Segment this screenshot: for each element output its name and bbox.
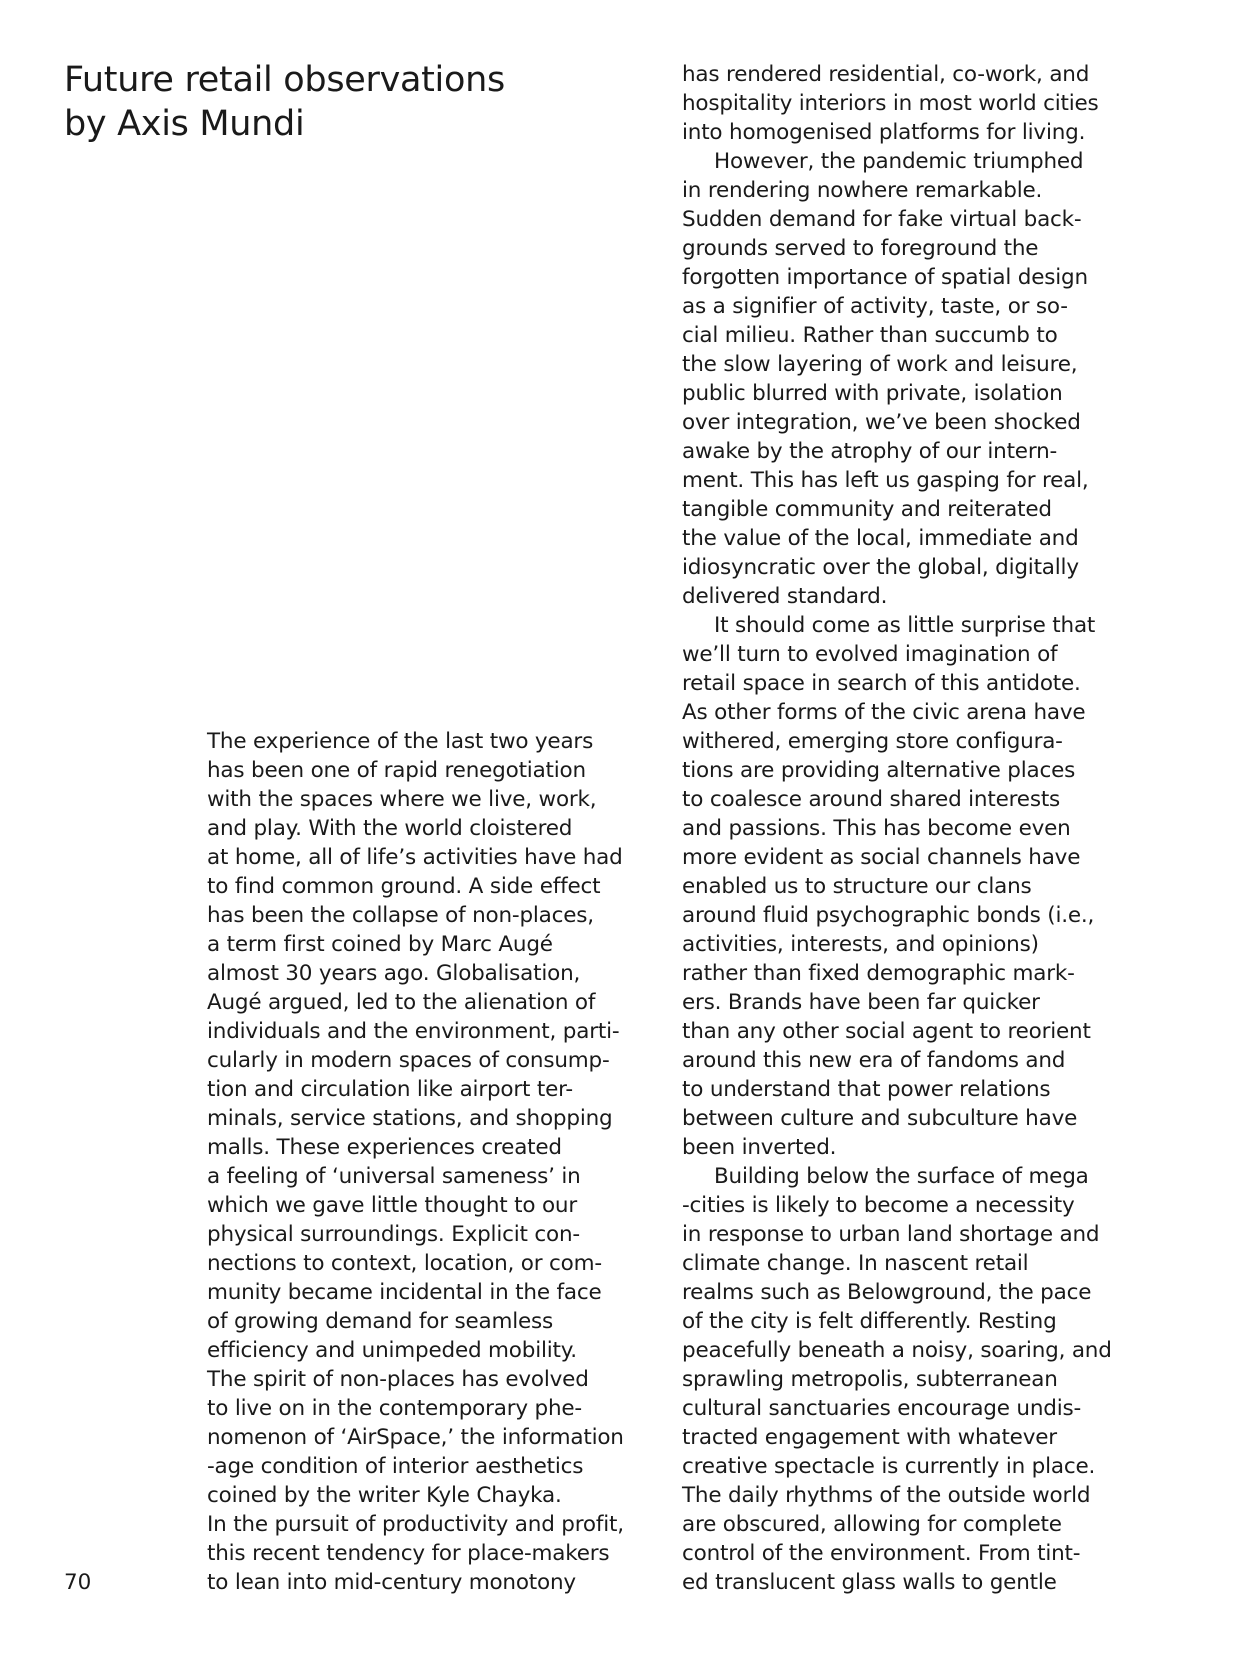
text-line: a feeling of ‘universal sameness’ in	[207, 1164, 581, 1189]
text-line: As other forms of the civic arena have	[682, 700, 1086, 725]
text-line: almost 30 years ago. Globalisation,	[207, 961, 581, 986]
text-line: awake by the atrophy of our intern-	[682, 439, 1058, 464]
text-line: idiosyncratic over the global, digitally	[682, 555, 1079, 580]
text-line: than any other social agent to reorient	[682, 1019, 1091, 1044]
text-line: this recent tendency for place-makers	[207, 1541, 610, 1566]
text-line: Augé argued, led to the alienation of	[207, 990, 596, 1015]
text-line: It should come as little surprise that	[714, 613, 1096, 638]
text-line: realms such as Belowground, the pace	[682, 1280, 1092, 1305]
text-line: tracted engagement with whatever	[682, 1425, 1057, 1450]
text-line: ment. This has left us gasping for real,	[682, 468, 1089, 493]
text-line: has been one of rapid renegotiation	[207, 758, 586, 783]
text-line: to coalesce around shared interests	[682, 787, 1061, 812]
text-line: tangible community and reiterated	[682, 497, 1052, 522]
text-line: sprawling metropolis, subterranean	[682, 1367, 1058, 1392]
article-title	[64, 58, 584, 146]
text-line: -cities is likely to become a necessity	[682, 1193, 1075, 1218]
text-line: Building below the surface of mega	[714, 1164, 1089, 1189]
text-line: been inverted.	[682, 1135, 837, 1160]
text-line: Sudden demand for fake virtual back-	[682, 207, 1082, 232]
title-line: by Axis Mundi	[64, 104, 305, 144]
text-line: However, the pandemic triumphed	[714, 149, 1084, 174]
text-line: we’ll turn to evolved imagination of	[682, 642, 1058, 667]
text-line: around this new era of fandoms and	[682, 1048, 1066, 1073]
text-line: rather than fixed demographic mark-	[682, 961, 1075, 986]
text-line: to understand that power relations	[682, 1077, 1051, 1102]
text-line: are obscured, allowing for complete	[682, 1512, 1062, 1537]
text-line: control of the environment. From tint-	[682, 1541, 1081, 1566]
text-line: withered, emerging store configura-	[682, 729, 1063, 754]
text-line: as a signifier of activity, taste, or so-	[682, 294, 1068, 319]
text-line: In the pursuit of productivity and profit,	[207, 1512, 624, 1537]
text-line: in response to urban land shortage and	[682, 1222, 1100, 1247]
text-line: coined by the writer Kyle Chayka.	[207, 1483, 562, 1508]
text-line: munity became incidental in the face	[207, 1280, 602, 1305]
page-number: 70	[64, 1570, 92, 1595]
text-line: public blurred with private, isolation	[682, 381, 1063, 406]
text-line: ers. Brands have been far quicker	[682, 990, 1040, 1015]
text-line: efficiency and unimpeded mobility.	[207, 1338, 577, 1363]
text-line: between culture and subculture have	[682, 1106, 1078, 1131]
text-line: individuals and the environment, parti-	[207, 1019, 620, 1044]
text-line: of the city is felt differently. Resting	[682, 1309, 1057, 1334]
text-line: has rendered residential, co-work, and	[682, 62, 1090, 87]
text-line: and play. With the world cloistered	[207, 816, 573, 841]
text-line: The spirit of non-places has evolved	[207, 1367, 589, 1392]
text-line: at home, all of life’s activities have had	[207, 845, 623, 870]
text-line: tions are providing alternative places	[682, 758, 1076, 783]
text-line: to find common ground. A side effect	[207, 874, 601, 899]
text-line: -age condition of interior aesthetics	[207, 1454, 584, 1479]
text-line: with the spaces where we live, work,	[207, 787, 597, 812]
text-line: of growing demand for seamless	[207, 1309, 554, 1334]
text-line: malls. These experiences created	[207, 1135, 562, 1160]
text-line: and passions. This has become even	[682, 816, 1071, 841]
text-line: tion and circulation like airport ter-	[207, 1077, 573, 1102]
text-line: climate change. In nascent retail	[682, 1251, 1029, 1276]
text-line: delivered standard.	[682, 584, 888, 609]
text-line: more evident as social channels have	[682, 845, 1081, 870]
text-line: forgotten importance of spatial design	[682, 265, 1088, 290]
text-line: to lean into mid-century monotony	[207, 1570, 576, 1595]
body-column-right	[682, 60, 1142, 1597]
text-line: the slow layering of work and leisure,	[682, 352, 1078, 377]
text-line: which we gave little thought to our	[207, 1193, 577, 1218]
text-line: minals, service stations, and shopping	[207, 1106, 613, 1131]
body-column-left	[207, 727, 647, 1597]
text-line: into homogenised platforms for living.	[682, 120, 1086, 145]
text-line: grounds served to foreground the	[682, 236, 1039, 261]
text-line: The daily rhythms of the outside world	[682, 1483, 1091, 1508]
text-line: the value of the local, immediate and	[682, 526, 1079, 551]
text-line: cularly in modern spaces of consump-	[207, 1048, 610, 1073]
text-line: The experience of the last two years	[207, 729, 594, 754]
text-line: to live on in the contemporary phe-	[207, 1396, 582, 1421]
text-line: a term first coined by Marc Augé	[207, 932, 553, 957]
text-line: physical surroundings. Explicit con-	[207, 1222, 580, 1247]
text-line: retail space in search of this antidote.	[682, 671, 1081, 696]
text-line: cial milieu. Rather than succumb to	[682, 323, 1058, 348]
text-line: in rendering nowhere remarkable.	[682, 178, 1043, 203]
text-line: creative spectacle is currently in place.	[682, 1454, 1096, 1479]
text-line: ed translucent glass walls to gentle	[682, 1570, 1057, 1595]
text-line: over integration, we’ve been shocked	[682, 410, 1081, 435]
text-line: enabled us to structure our clans	[682, 874, 1032, 899]
text-line: hospitality interiors in most world cities	[682, 91, 1099, 116]
text-line: around fluid psychographic bonds (i.e.,	[682, 903, 1095, 928]
text-line: has been the collapse of non-places,	[207, 903, 594, 928]
title-line: Future retail observations	[64, 60, 505, 100]
text-line: activities, interests, and opinions)	[682, 932, 1039, 957]
text-line: nomenon of ‘AirSpace,’ the information	[207, 1425, 624, 1450]
text-line: peacefully beneath a noisy, soaring, and	[682, 1338, 1112, 1363]
text-line: nections to context, location, or com-	[207, 1251, 602, 1276]
text-line: cultural sanctuaries encourage undis-	[682, 1396, 1082, 1421]
